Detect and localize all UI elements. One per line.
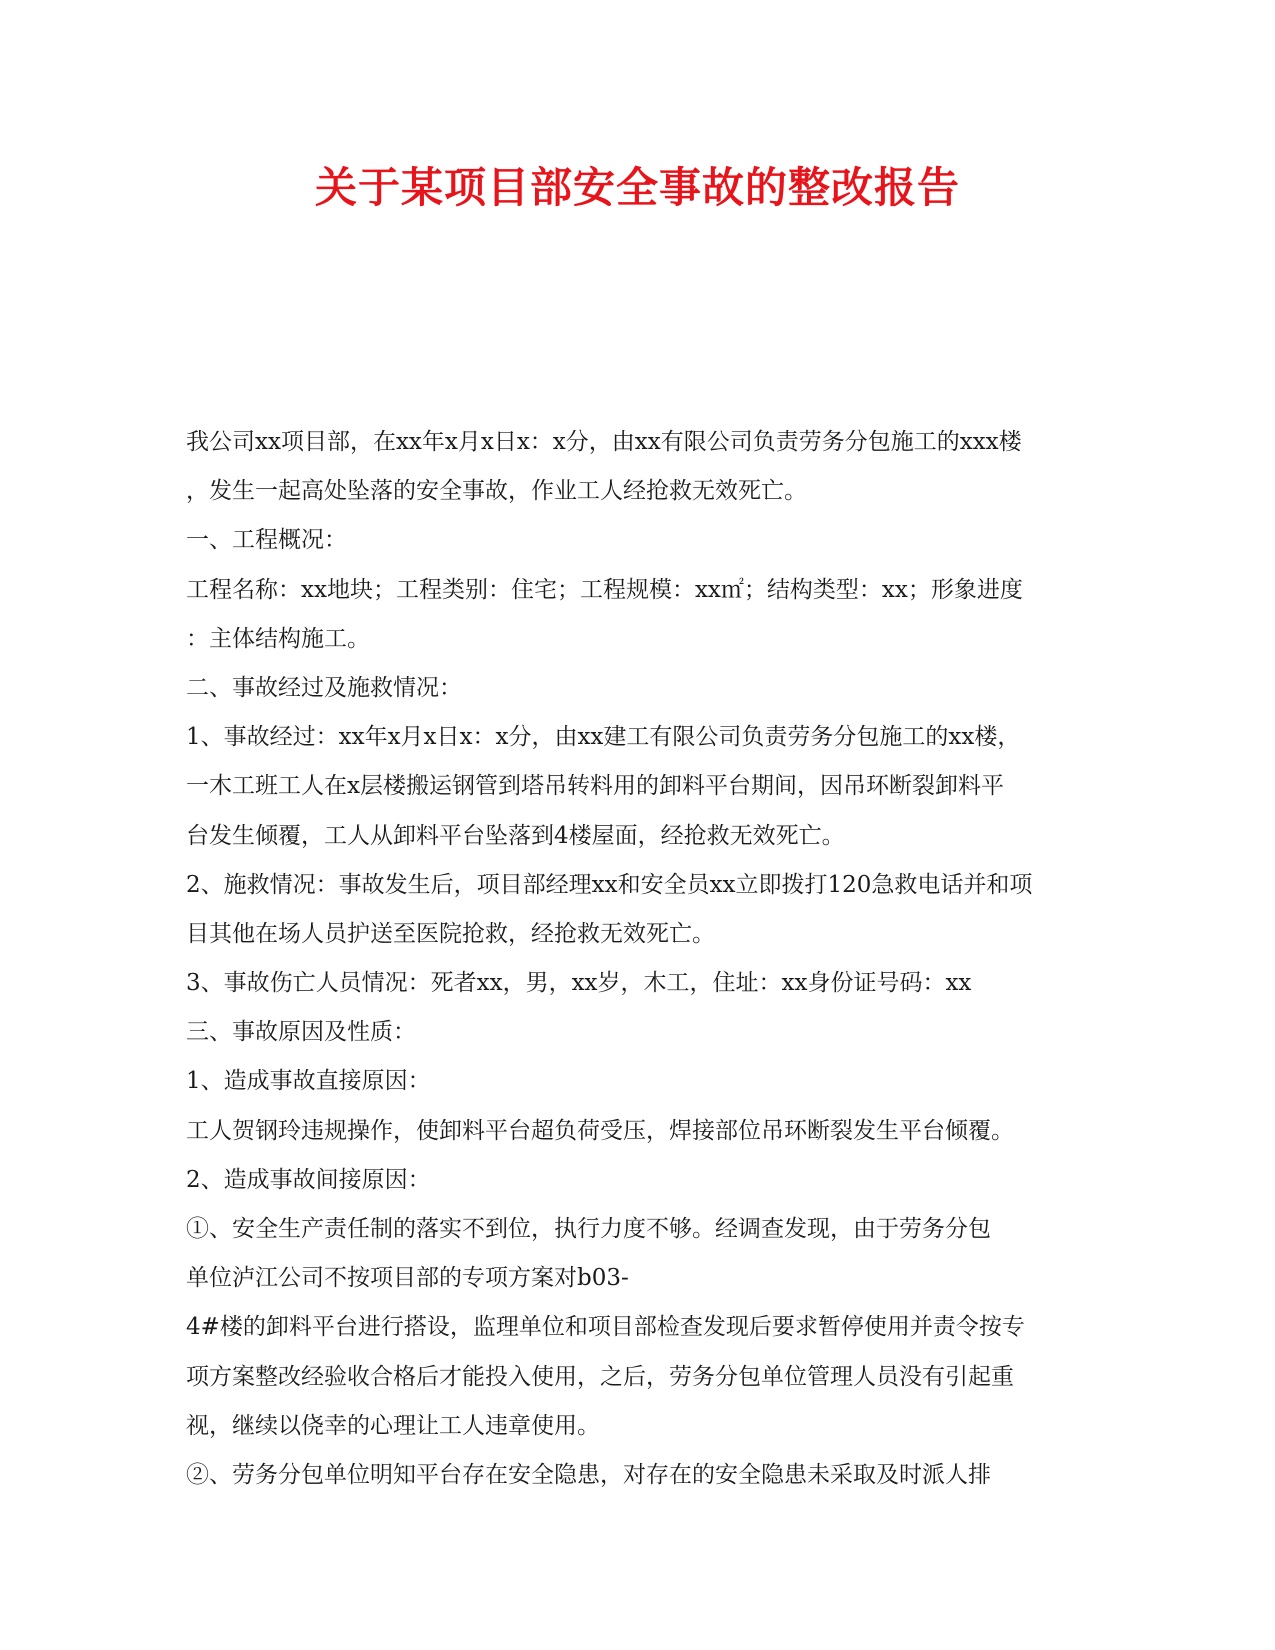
body-line: 我公司xx项目部，在xx年x月x日x：x分，由xx有限公司负责劳务分包施工的xxx楼 — [186, 429, 1022, 455]
body-line: 2、施救情况：事故发生后，项目部经理xx和安全员xx立即拨打120急救电话并和项 — [186, 871, 1033, 898]
body-line: 4#楼的卸料平台进行搭设，监理单位和项目部检查发现后要求暂停使用并责令按专 — [186, 1314, 1025, 1341]
body-line: 工程名称：xx地块；工程类别：住宅；工程规模：xx㎡；结构类型：xx；形象进度 — [186, 576, 1023, 603]
body-line: 视，继续以侥幸的心理让工人违章使用。 — [186, 1412, 600, 1439]
body-line: 工人贺钢玲违规操作，使卸料平台超负荷受压，焊接部位吊环断裂发生平台倾覆。 — [186, 1117, 1014, 1144]
subsection-heading: 2、造成事故间接原因： — [186, 1166, 431, 1193]
section-heading: 二、事故经过及施救情况： — [186, 674, 462, 701]
subsection-heading: 1、造成事故直接原因： — [186, 1068, 431, 1095]
body-line: 单位泸江公司不按项目部的专项方案对b03- — [186, 1265, 629, 1292]
body-line: 台发生倾覆，工人从卸料平台坠落到4楼屋面，经抢救无效死亡。 — [186, 822, 845, 849]
body-line: 3、事故伤亡人员情况：死者xx，男，xx岁，木工，住址：xx身份证号码：xx — [186, 970, 972, 997]
body-line: ，发生一起高处坠落的安全事故，作业工人经抢救无效死亡。 — [186, 478, 807, 505]
body-line: ②、劳务分包单位明知平台存在安全隐患，对存在的安全隐患未采取及时派人排 — [186, 1461, 991, 1488]
document-body — [186, 418, 1096, 1500]
body-line: 1、事故经过：xx年x月x日x：x分，由xx建工有限公司负责劳务分包施工的xx楼， — [186, 724, 1021, 751]
body-line: ：主体结构施工。 — [186, 625, 370, 652]
body-line: ①、安全生产责任制的落实不到位，执行力度不够。经调查发现，由于劳务分包 — [186, 1216, 991, 1242]
body-line: 项方案整改经验收合格后才能投入使用，之后，劳务分包单位管理人员没有引起重 — [186, 1363, 1014, 1390]
body-line: 目其他在场人员护送至医院抢救，经抢救无效死亡。 — [186, 920, 715, 947]
section-heading: 三、事故原因及性质： — [186, 1019, 416, 1046]
body-line: 一木工班工人在x层楼搬运钢管到塔吊转料用的卸料平台期间，因吊环断裂卸料平 — [186, 773, 1004, 800]
document-title: 关于某项目部安全事故的整改报告 — [314, 163, 960, 212]
section-heading: 一、工程概况： — [186, 527, 347, 554]
